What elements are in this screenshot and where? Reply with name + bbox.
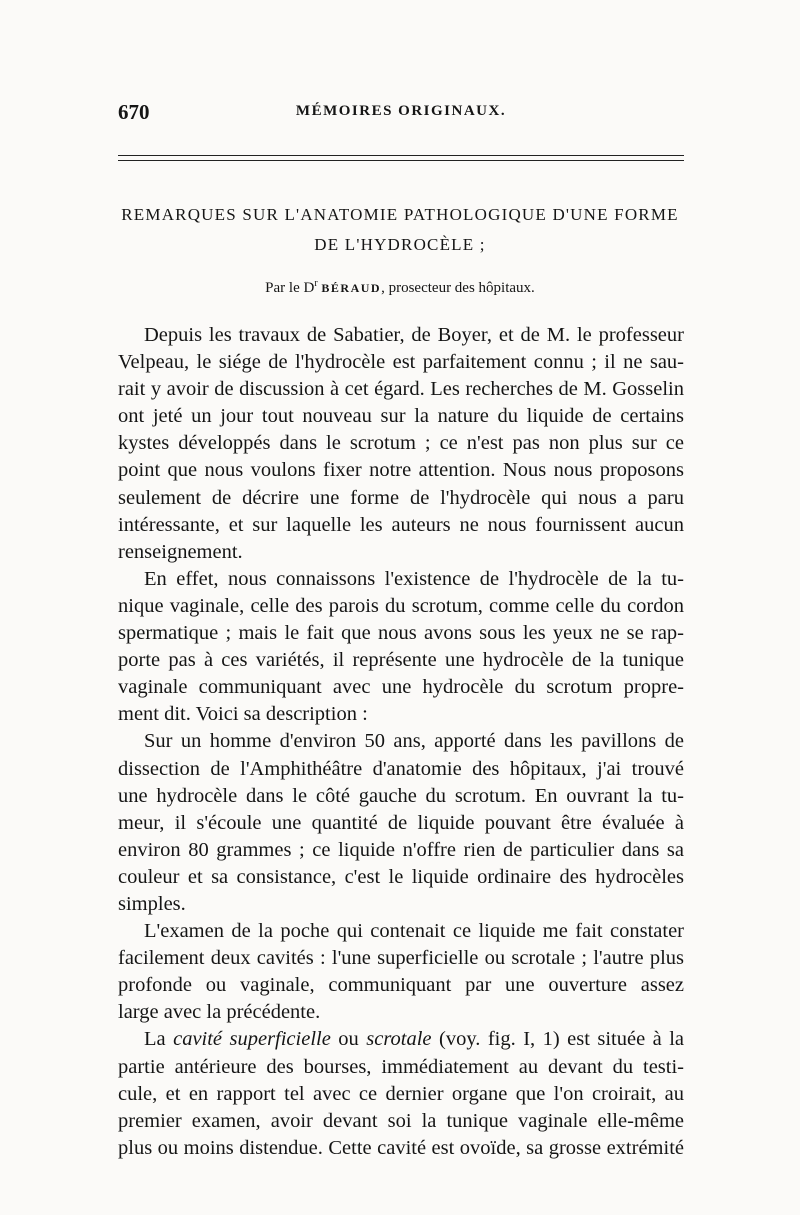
byline-title-sup: r [314,278,318,289]
author-name: BÉRAUD [321,281,382,295]
text-line: Depuis les travaux de Sabatier, de Boyer, et de M. le professeur [144,324,684,346]
text-line: facilement deux cavités : l'une superficielle ou scrotale ; l'autre plus [118,947,684,970]
text-line: spermatique ; mais le fait que nous avons sous les yeux ne se rap- [118,622,684,645]
text-line: large avec la précédente. [118,1001,321,1024]
text-line: En effet, nous connaissons l'existence de l'hydrocèle de la tu- [144,567,684,590]
title-line: DE L'HYDROCÈLE ; [314,235,486,254]
text-line: premier examen, avoir devant soi la tunique vaginale elle-même [118,1109,684,1132]
italic-term: scrotale [366,1028,432,1051]
page-number: 670 [118,100,150,124]
text-line: dissection de l'Amphithéâtre d'anatomie des hôpitaux, j'ai trouvé [118,757,684,780]
text-line: nique vaginale, celle des parois du scrotum, comme celle du cordon [118,594,684,617]
text-line: partie antérieure des bourses, immédiatement au devant du testi- [118,1055,684,1078]
text-line: meur, il s'écoule une quantité de liquide pouvant être évaluée à [118,811,684,834]
text-run: La [144,1028,174,1051]
text-line: Sur un homme d'environ 50 ans, apporté dans les pavillons de [144,730,684,753]
text-line: renseignement. [118,540,243,563]
article-title [100,200,700,260]
text-line: plus ou moins distendue. Cette cavité est ovoïde, sa grosse extrémité [118,1136,684,1159]
header-rule [118,155,684,156]
text-line: une hydrocèle dans le côté gauche du scrotum. En ouvrant la tu- [118,784,684,807]
text-line: L'examen de la poche qui contenait ce liquide me fait constater [144,920,684,943]
text-line: Velpeau, le siége de l'hydrocèle est parfaitement connu ; il ne sau- [118,351,684,374]
text-line: rait y avoir de discussion à cet égard. Les recherches de M. Gosselin [118,378,684,401]
text-line-italic [118,1026,684,1053]
text-line: cule, et en rapport tel avec ce dernier organe que l'on croirait, au [118,1082,684,1105]
text-line: point que nous voulons fixer notre attention. Nous nous proposons [118,459,684,482]
text-run: ou [330,1028,367,1051]
text-line: profonde ou vaginale, communiquant par une ouverture assez [118,974,684,997]
text-run: (voy. fig. I, 1) est située à la [431,1028,685,1051]
text-line: couleur et sa consistance, c'est le liquide ordinaire des hydrocèles [118,865,684,888]
text-line: intéressante, et sur laquelle les auteurs ne nous fournissent aucun [118,513,684,536]
text-line: porte pas à ces variétés, il représente une hydrocèle de la tunique [118,649,684,672]
body-text [118,322,684,1162]
text-line: ment dit. Voici sa description : [118,703,368,726]
italic-term: cavité superficielle [173,1028,331,1051]
byline-prefix: Par le D [265,280,315,296]
byline-suffix: , prosecteur des hôpitaux. [381,280,535,296]
text-line: kystes développés dans le scrotum ; ce n'est pas non plus sur ce [118,432,684,455]
text-line: seulement de décrire une forme de l'hydrocèle qui nous a paru [118,486,684,509]
text-line: simples. [118,892,186,915]
text-line: vaginale communiquant avec une hydrocèle du scrotum propre- [118,676,684,699]
text-line: ont jeté un jour tout nouveau sur la nature du liquide de certains [118,405,684,428]
text-line: environ 80 grammes ; ce liquide n'offre rien de particulier dans sa [118,838,684,861]
title-line: REMARQUES SUR L'ANATOMIE PATHOLOGIQUE D'UNE FORME [121,205,679,224]
running-head [118,100,684,130]
byline [100,278,700,297]
running-title: MÉMOIRES ORIGINAUX. [295,103,507,119]
header-rule-thin [118,160,684,161]
